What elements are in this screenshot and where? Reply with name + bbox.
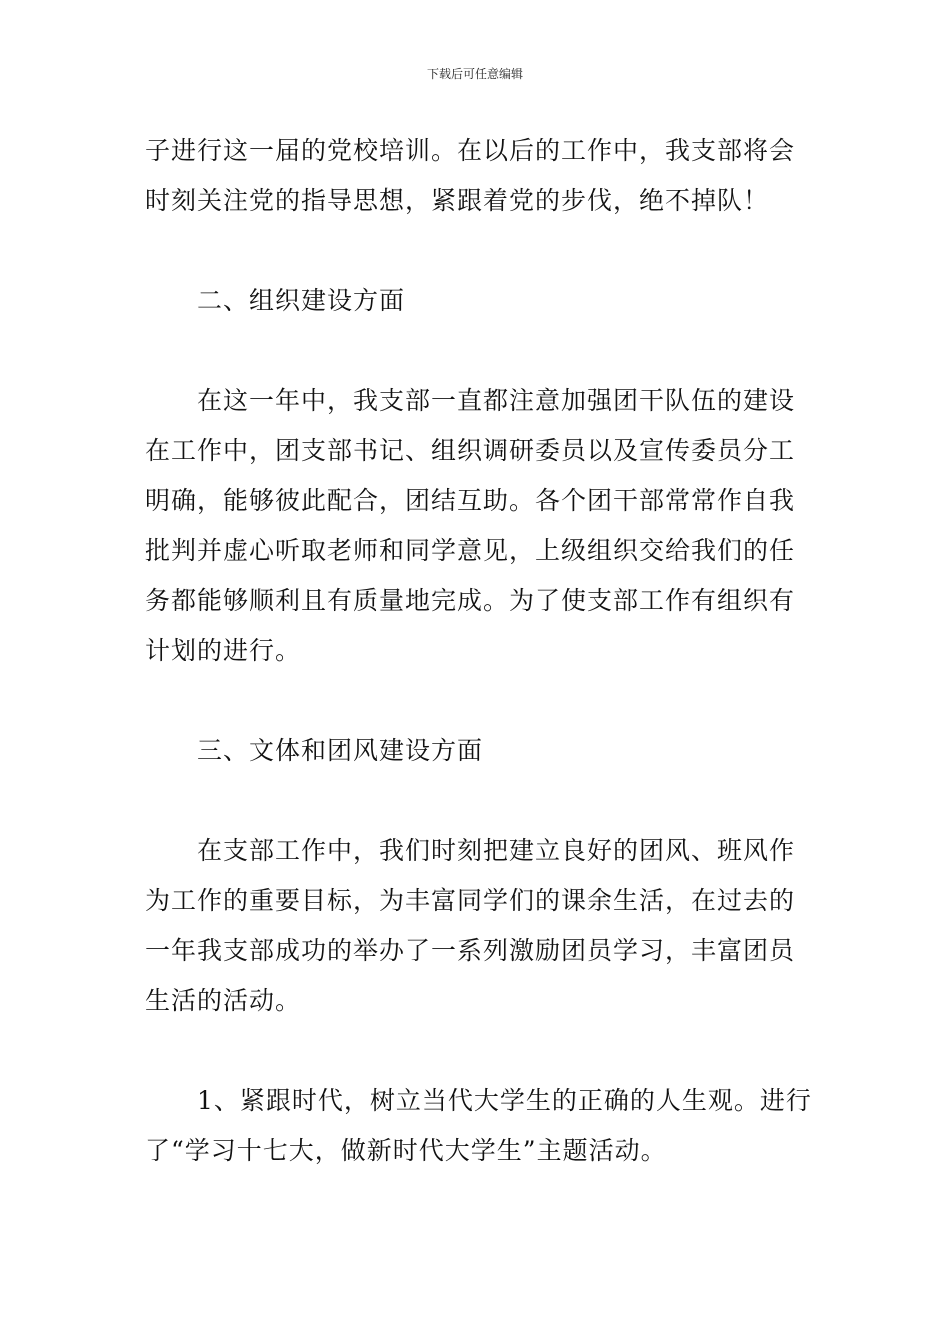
text-line: 明确，能够彼此配合，团结互助。各个团干部常常作自我 (145, 486, 796, 515)
text-line: 计划的进行。 (145, 636, 302, 665)
text-line: 一年我支部成功的举办了一系列激励团员学习，丰富团员 (145, 936, 796, 965)
paragraph-party-school (145, 126, 805, 226)
document-body (145, 126, 812, 1176)
text-line: 在这一年中，我支部一直都注意加强团干队伍的建设 (197, 386, 796, 415)
text-line: 子进行这一届的党校培训。在以后的工作中，我支部将会 (145, 136, 796, 165)
paragraph-activity-1 (145, 1076, 812, 1176)
text-line: 务都能够顺利且有质量地完成。为了使支部工作有组织有 (145, 586, 796, 615)
paragraph-spacer (145, 226, 805, 276)
text-line: 在支部工作中，我们时刻把建立良好的团风、班风作 (197, 836, 796, 865)
text-line: 为工作的重要目标，为丰富同学们的课余生活，在过去的 (145, 886, 796, 915)
section-heading-organization: 二、组织建设方面 (197, 286, 406, 315)
paragraph-organization (145, 376, 805, 676)
paragraph-spacer (145, 676, 805, 726)
page-header: 下载后可任意编辑 (426, 67, 523, 81)
section-heading-culture: 三、文体和团风建设方面 (197, 736, 484, 765)
paragraph-spacer (145, 776, 805, 826)
text-line: 批判并虚心听取老师和同学意见，上级组织交给我们的任 (145, 536, 796, 565)
text-line: 在工作中，团支部书记、组织调研委员以及宣传委员分工 (145, 436, 796, 465)
text-line: 1、紧跟时代，树立当代大学生的正确的人生观。进行 (197, 1086, 812, 1115)
paragraph-culture (145, 826, 805, 1026)
text-line: 时刻关注党的指导思想，紧跟着党的步伐，绝不掉队！ (145, 186, 770, 215)
paragraph-spacer (145, 1026, 805, 1076)
text-line: 生活的活动。 (145, 986, 302, 1015)
paragraph-spacer (145, 326, 805, 376)
text-line: 了“学习十七大，做新时代大学生”主题活动。 (145, 1136, 667, 1165)
